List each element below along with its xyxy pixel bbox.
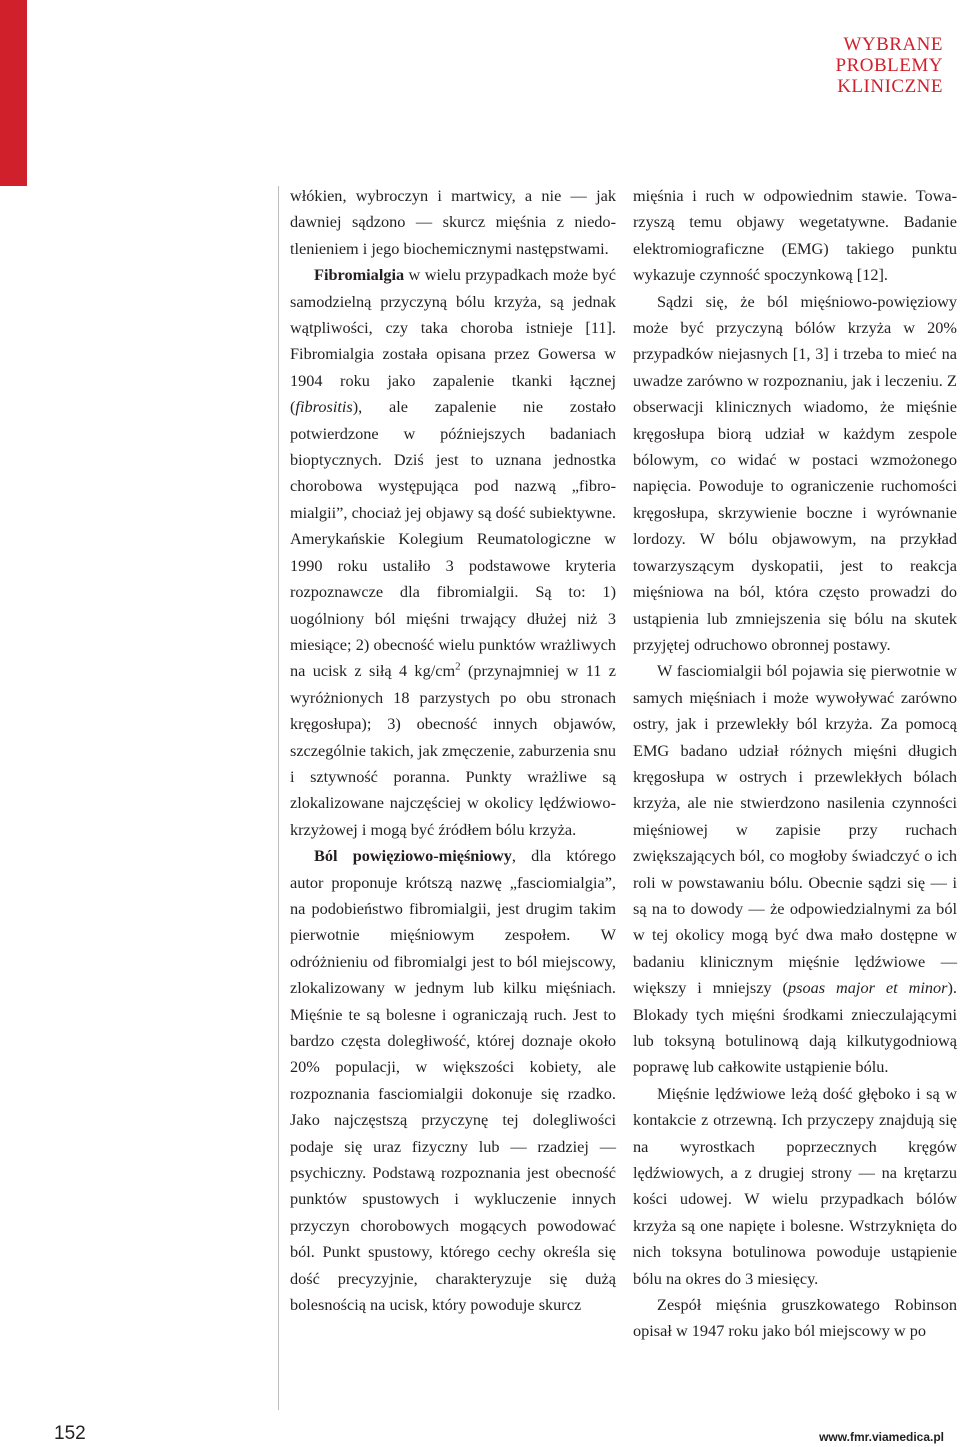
right-paragraph-1: mięśnia i ruch w odpowiednim stawie. Towarzyszą temu objawy wegetatywne. Badanie elektromiograficzne (EMG) takiego punktu wykazuje czynność spoczynkową [12]. [633,186,957,285]
column-rule [278,186,279,1410]
red-margin-bar [0,0,27,186]
right-paragraph-5: Zespół mięśnia gruszkowatego Robinson opisał w 1947 roku jako ból miejscowy w po [633,1295,957,1341]
right-column [633,183,957,1345]
right-paragraph-fasciomialgia [633,658,957,1081]
page-number: 152 [54,1423,86,1444]
right-paragraph-4: Mięśnie lędźwiowe leżą dość głęboko i są w kontakcie z otrzewną. Ich przyczepy znajdują się na wyrostkach poprzecznych kręgów lędźwiowych, a z drugiej strony — na krętarzu kości udowej. W wielu przypadkach bólów krzyża są one napięte i bolesne. Wstrzyknięta do nich toksyna botulinowa powoduje ustąpienie bólu na okres do 3 miesięcy. [633,1083,957,1288]
term-fibromialgia: Fibromialgia [314,265,405,285]
left-paragraph-fibromialgia [290,262,616,843]
superscript-2: 2 [455,660,461,673]
left-paragraph-2-text-c: (przynajmniej w 11 z wyróżnionych 18 parzystych po obu stronach kręgosłupa); 3) obecność innych objawów, szczególnie takich, jak zmęczenie, zaburzenia snu i sztywność poranna. Punkty wrażliwe są zlokalizowane najczęściej w okolicy lędźwiowo-krzyżowej i mogą być źródłem bólu krzyża. [290,661,616,839]
site-url[interactable]: www.fmr.viamedica.pl [819,1430,944,1444]
right-paragraph-2: Sądzi się, że ból mięśniowo-powięziowy może być przyczyną bólów krzyża w 20% przypadków niejasnych [1, 3] i trzeba to mieć na uwadze zarówno w rozpoznaniu, jak i leczeniu. Z obserwacji klinicznych wiadomo, że mięśnie kręgosłupa biorą udział w każdym zespole bólowym, co widać w postaci wzmożonego napięcia. Powoduje to ograniczenie ruchomości kręgosłupa, skrzywienie boczne i wyrównanie lordozy. W bólu objawowym, na przykład towarzyszącym dyskopatii, jest to reakcja mięśniowa na ból, która często prowadzi do ustąpienia lub zmniejszenia się bólu na skutek przyjętej odruchowo obronnej postawy. [633,291,957,654]
left-paragraph-1: włókien, wybroczyn i martwicy, a nie — jak dawniej sądzono — skurcz mięśnia z niedotlenieniem i jego biochemicznymi następstwami. [290,186,616,258]
left-paragraph-bol-powieziowo-miesniowy [290,843,616,1318]
left-column [290,183,616,1318]
section-title-line-2: PROBLEMY [835,55,943,76]
right-paragraph-3-text-a: W fasciomialgii ból pojawia się pierwotnie w samych mięśniach i może wywoływać zarówno ostry, jak i przewlekły ból krzyża. Za pomocą EMG badano udział różnych mięśni długich kręgosłupa w ostrych i przewlekłych bólach krzyża, ale nie stwierdzono nasilenia czynności mięśniowej w zapisie przy ruchach zwiększających ból, co mogłoby świadczyć o ich roli w powstawaniu bólu. Obecnie sądzi się — i są na to dowody — że odpowiedzialnymi za ból w tej okolicy mogą być dwa mało dostępne w badaniu klinicznym mięśnie lędźwiowe — większy i mniejszy ( [633,661,957,998]
left-paragraph-2-text-b: ), ale zapalenie nie zostało potwierdzone w późniejszych badaniach bioptycznych. Dziś jest to uznana jednostka chorobowa występująca pod nazwą „fibromialgii”, chociaż jej objawy są dość subiektywne. Amerykańskie Kolegium Reumatologiczne w 1990 roku ustaliło 3 podstawowe kryteria rozpoznawcze dla fibromialgii. Są to: 1) uogólniony ból mięśni trwający dłużej niż 3 miesiące; 2) obecność wielu punktów wrażliwych na ucisk z siłą 4 kg/cm [290,397,616,681]
left-paragraph-3-text: , dla którego autor proponuje krótszą nazwę „fasciomialgia”, na podobieństwo fibromialgii, jest drugim takim pierwotnie mięśniowym zespołem. W odróżnieniu od fibromialgi jest to ból miejscowy, zlokalizowany w jednym lub kilku mięśniach. Mięśnie te są bolesne i ograniczają ruch. Jest to bardzo częsta doległiwość, której doznaje około 20% populacji, w większości kobiety, ale rozpoznania fasciomialgii dokonuje się rzadko. Jako najczęstszą przyczynę tej dolegliwości podaje się uraz fizyczny lub — rzadziej — psychiczny. Podstawą rozpoznania jest obecność punktów spustowych i wykluczenie innych przyczyn chorobowych mogących powodować ból. Punkt spustowy, którego cechy określa się dość precyzyjnie, charakteryzuje się dużą bolesnością na ucisk, który powoduje skurcz [290,846,616,1315]
section-title-line-3: KLINICZNE [837,76,943,97]
section-title-line-1: WYBRANE [843,34,943,55]
term-psoas: psoas major et minor [787,978,948,998]
section-title [836,34,943,97]
right-paragraph-3-text-b: ). Blokady tych mięśni środkami znieczulającymi lub toksyną botulinową dają kilkutygodniową poprawę lub całkowite ustąpienie bólu. [633,978,957,1077]
term-fibrositis: fibrositis [295,397,353,417]
left-paragraph-2-text-a: w wielu przypadkach może być samodzielną przyczyną bólu krzyża, są jednak wątpliwości, czy taka choroba istnieje [11]. Fibromialgia została opisana przez Gowersa w 1904 roku jako zapalenie tkanki łącznej ( [290,265,616,417]
term-bol-powieziowo-miesniowy: Ból powięziowo-mięśniowy [314,846,512,866]
